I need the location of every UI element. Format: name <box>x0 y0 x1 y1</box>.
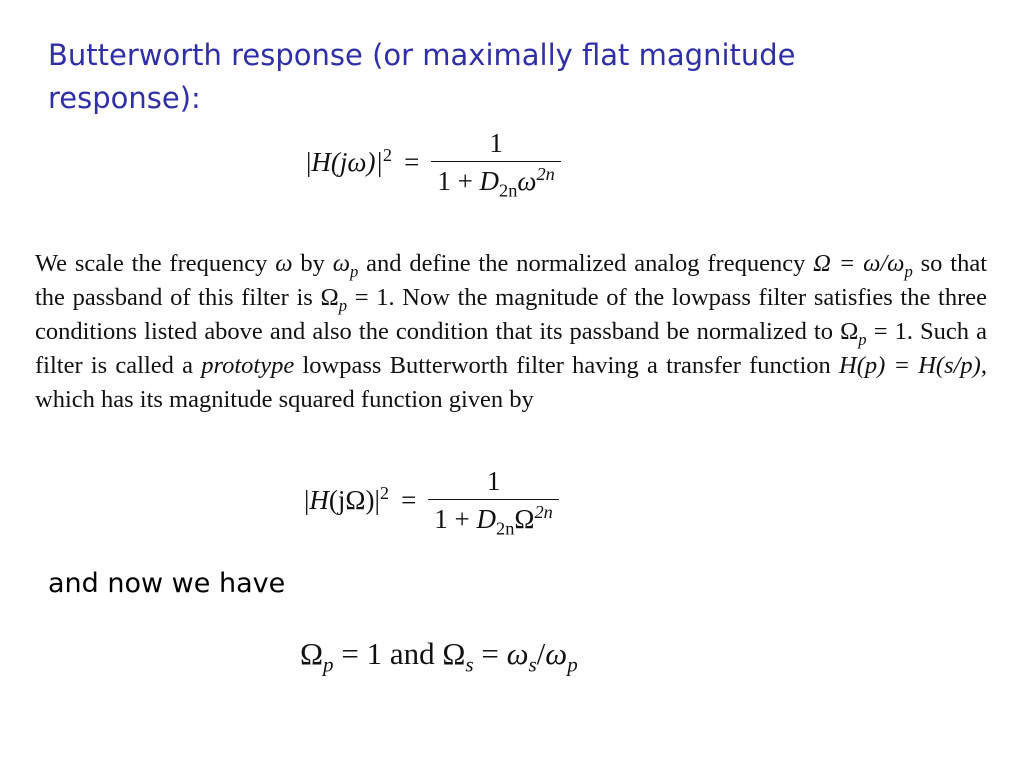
equation-passband-stopband: $\Omega_p = 1$ and $\Omega_s = \omega_s/\omega_p$ <box>300 636 578 677</box>
eq1-equals: = <box>404 147 420 177</box>
eq2-fraction <box>428 466 559 539</box>
eq2-equals: = <box>401 485 417 515</box>
equation-butterworth-magnitude <box>306 128 561 201</box>
prototype-term: prototype <box>201 352 295 379</box>
eq2-numerator: 1 <box>486 466 501 496</box>
explanation-paragraph: We scale the frequency ω by $\omega_p$ and define the normalized analog frequency $\Omega = \omega/\omega_p$ so that the passband of this filter is $\Omega_p = 1$. Now the magnitude of the lowpass filter satisfies the three conditions listed above and also the condition that its passband be normalized to $\Omega_p = 1$. Such a filter is called a prototype lowpass Butterworth filter having a transfer function H(p) = H(s/p), which has its magnitude squared function given by <box>35 250 988 413</box>
eq1-lhs: $|H(j\omega)|^2$ <box>306 144 393 177</box>
eq1-fraction <box>431 128 561 201</box>
eq2-denominator: $1 + D_{2n}\Omega^{2n}$ <box>428 499 559 535</box>
equation-prototype-magnitude <box>304 466 559 539</box>
eq1-denominator: $1 + D_{2n}\omega^{2n}$ <box>431 161 561 197</box>
eq2-lhs: $|H(j\Omega)|^2$ <box>304 482 390 515</box>
note-text: and now we have <box>48 568 286 599</box>
eq1-numerator: 1 <box>489 128 503 158</box>
slide-heading: Butterworth response (or maximally flat magnitude response): <box>48 38 796 115</box>
